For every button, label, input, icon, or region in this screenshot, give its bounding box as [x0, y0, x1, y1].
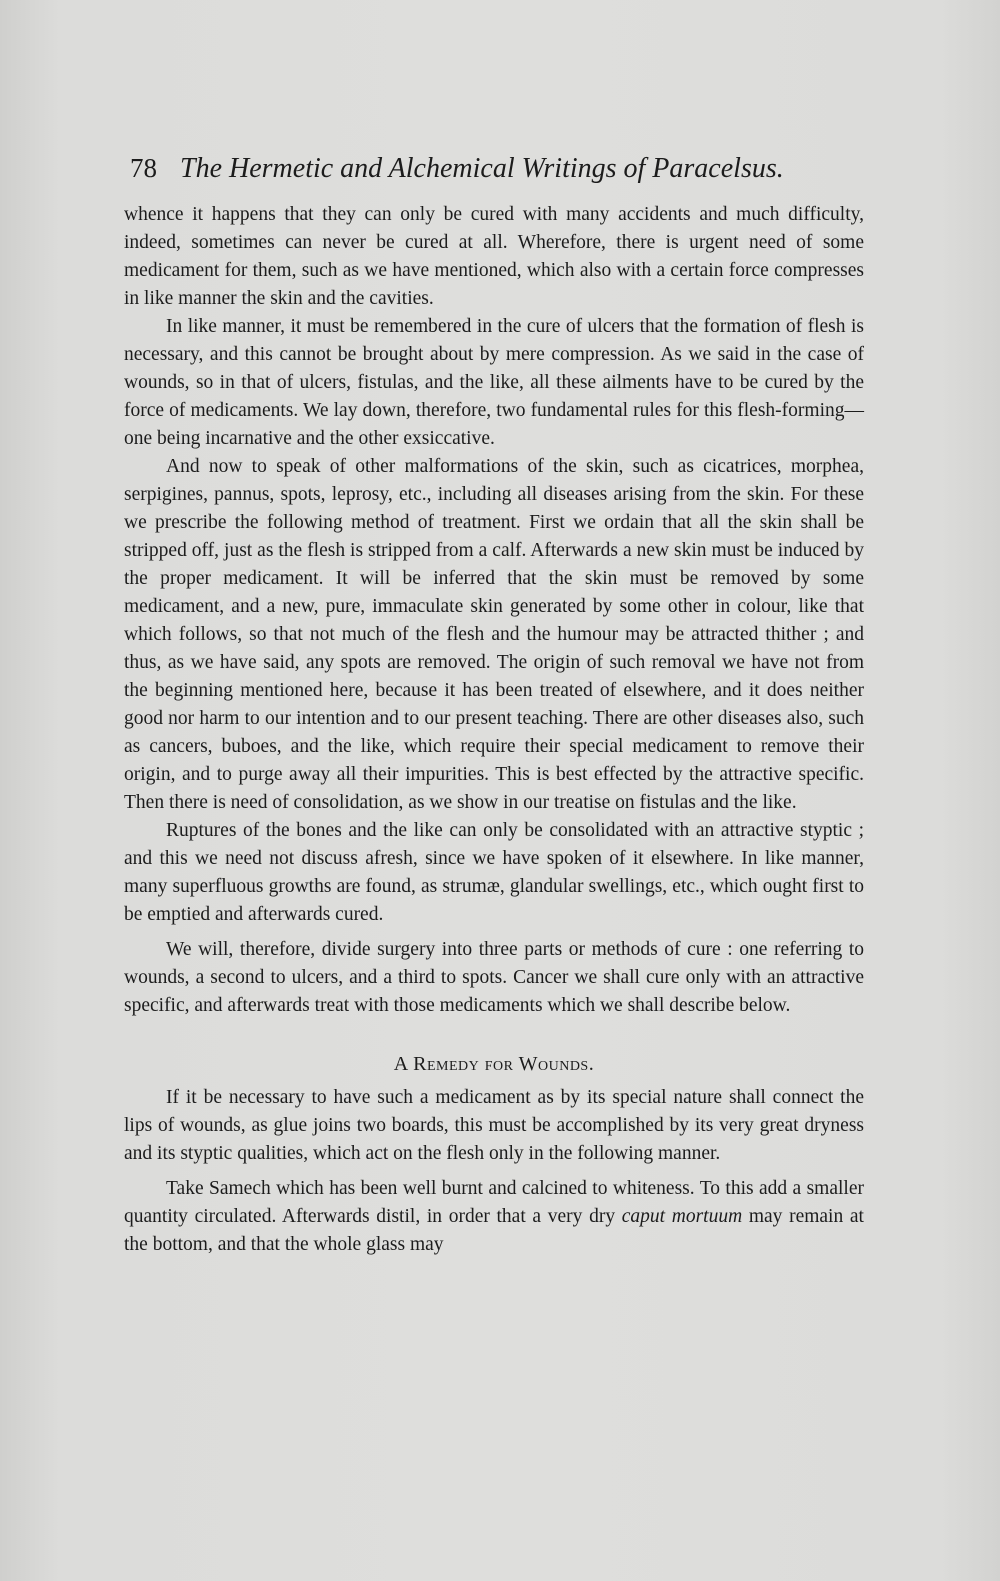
paragraph-recipe [124, 1175, 864, 1259]
section-heading: A Remedy for Wounds. [393, 1053, 595, 1075]
paragraph-divide-surgery: We will, therefore, divide surgery into three parts or methods of cure : one referring to wounds, a second to ulcers, and a third to spots. Cancer we shall cure only with an attractive specific, and afterwards treat with those medicaments which we shall describe below. [124, 939, 864, 1016]
italic-term: caput mortuum [621, 1206, 743, 1227]
paragraph-continuation: whence it happens that they can only be cured with many accidents and much difficulty, indeed, sometimes can never be cured at all. Wherefore, there is urgent need of some medicament for them, such as we have mentioned, which also with a certain force compresses in like manner the skin and the cavities. [124, 204, 864, 309]
recipe-text-start: Take Samech which has been well burnt and calcined to whiteness. To this add a smaller quantity circulated. Afterwards distil, in order that a very dry [124, 1178, 864, 1227]
running-head [130, 150, 870, 186]
paragraph-remedy-intro: If it be necessary to have such a medicament as by its special nature shall connect the lips of wounds, as glue joins two boards, this must be accomplished by its very great dryness and its styptic qualities, which act on the flesh only in the following manner. [124, 1087, 864, 1164]
running-title: The Hermetic and Alchemical Writings of Paracelsus. [180, 153, 784, 184]
paragraph-ruptures: Ruptures of the bones and the like can only be consolidated with an attractive styptic ; and this we need not discuss afresh, since we have spoken of it elsewhere. In like manner, many superfluous growths are found, as strumæ, glandular swellings, etc., which ought first to be emptied and afterwards cured. [124, 820, 864, 925]
body-text [124, 201, 864, 1259]
recipe-text-end: may remain at the bottom, and that the whole glass may [124, 1206, 864, 1255]
paragraph-ulcers: In like manner, it must be remembered in the cure of ulcers that the formation of flesh is necessary, and this cannot be brought about by mere compression. As we said in the case of wounds, so in that of ulcers, fistulas, and the like, all these ailments have to be cured by the force of medicaments. We lay down, therefore, two fundamental rules for this flesh-forming—one being incarnative and the other exsiccative. [124, 316, 864, 449]
page-number: 78 [130, 153, 157, 183]
paragraph-skin-malformations: And now to speak of other malformations of the skin, such as cicatrices, morphea, serpigines, pannus, spots, leprosy, etc., including all diseases arising from the skin. For these we prescribe the following method of treatment. First we ordain that all the skin shall be stripped off, just as the flesh is stripped from a calf. Afterwards a new skin must be induced by the proper medicament. It will be inferred that the skin must be removed by some medicament, and a new, pure, immaculate skin generated by some other in colour, like that which follows, so that not much of the flesh and the humour may be attracted thither ; and thus, as we have said, any spots are removed. The origin of such removal we have not from the beginning mentioned here, because it has been treated of elsewhere, and it does neither good nor harm to our intention and to our present teaching. There are other diseases also, such as cancers, buboes, and the like, which require their special medicament to remove their origin, and to purge away all their impurities. This is best effected by the attractive specific. Then there is need of consolidation, as we show in our treatise on fistulas and the like. [124, 456, 864, 813]
